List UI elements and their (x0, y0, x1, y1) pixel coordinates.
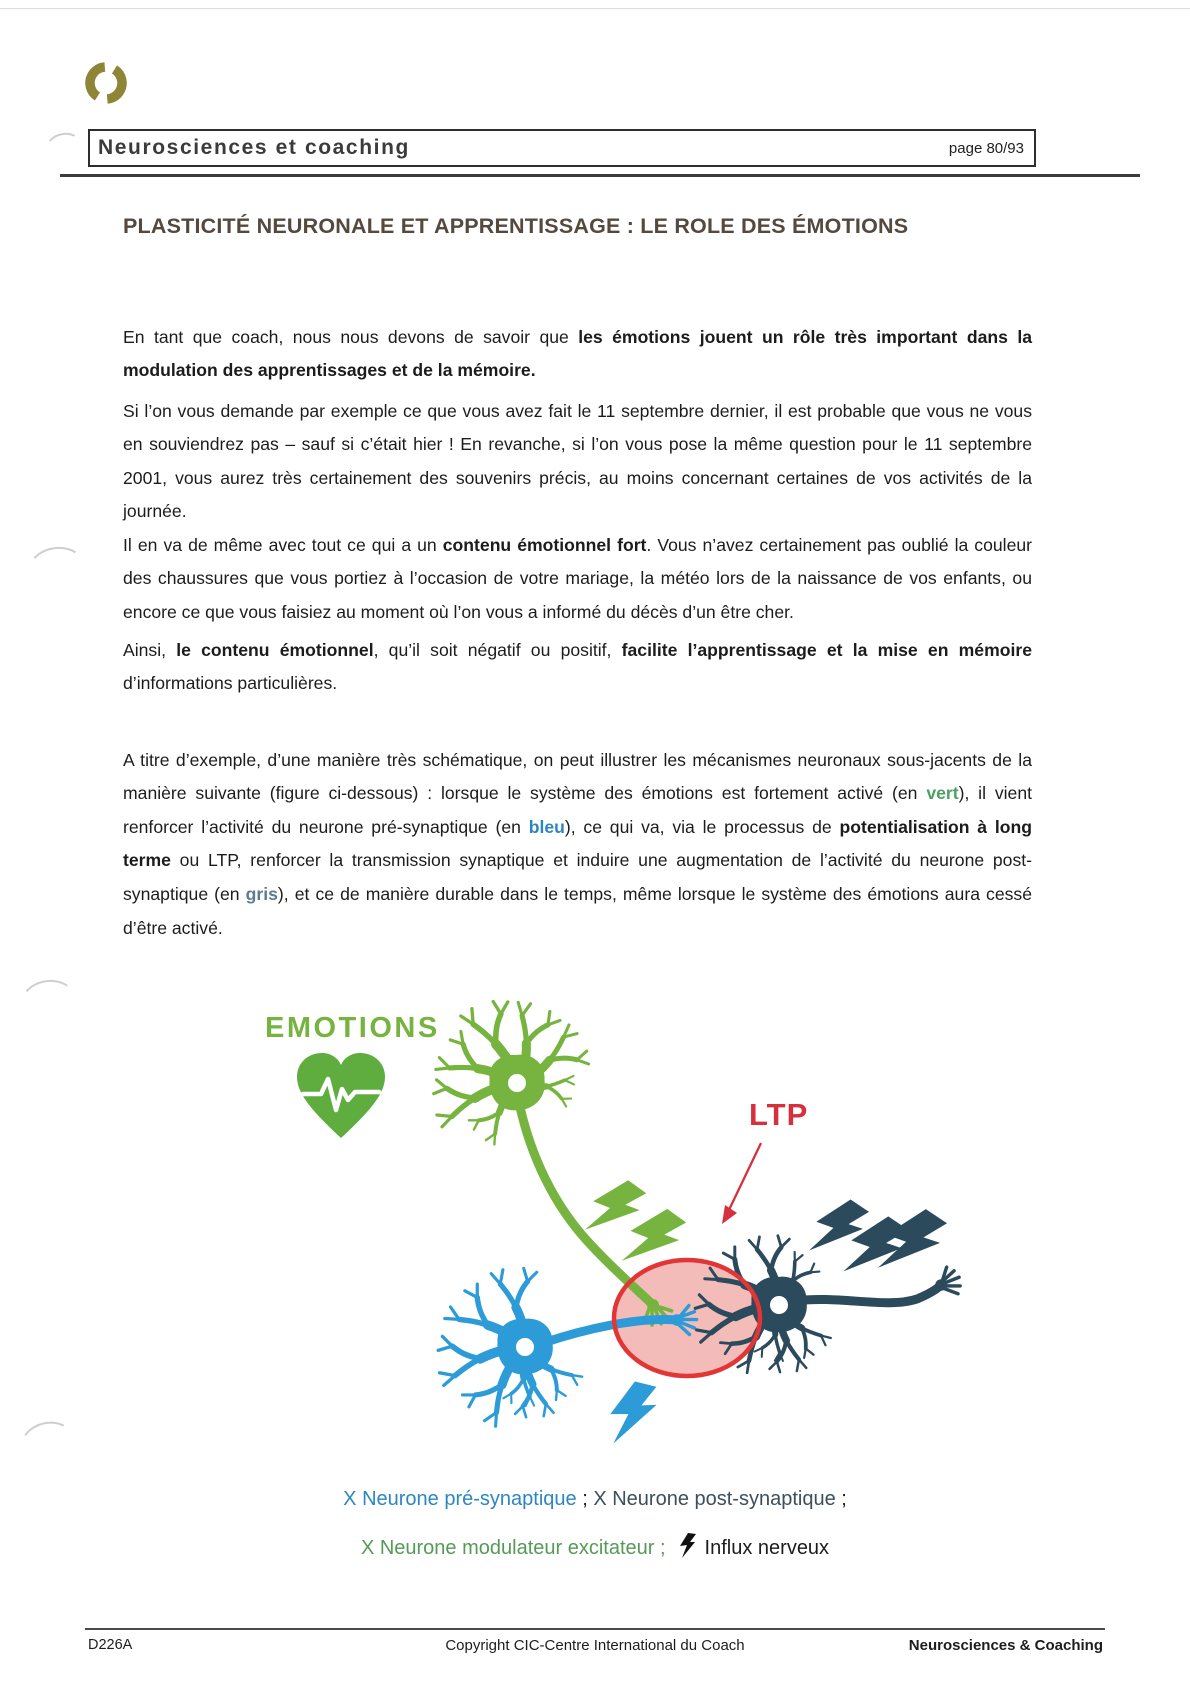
lightning-bolt-icon (680, 1533, 696, 1564)
scan-artifact-arc (43, 130, 84, 165)
text-run: . Vous n’avez certainement pas oublié la couleur des chaussures que vous portiez à l’occasion de votre mariage, la météo lors de la naissance de vos enfants, ou encore ce que vous faisiez au moment où l’on vous a informé du décès d’un être cher. (123, 534, 1033, 622)
caption-presynaptic: X Neurone pré-synaptique (343, 1488, 577, 1510)
document-title: PLASTICITÉ NEURONALE ET APPRENTISSAGE : LE ROLE DES ÉMOTIONS (123, 214, 909, 238)
blue-lightning-bolt (607, 1379, 658, 1447)
ltp-label: LTP (749, 1097, 809, 1132)
text-run-bold: facilite l’apprentissage et la mise en mémoire (621, 639, 1032, 660)
footer-divider (85, 1628, 1105, 1630)
text-run: ), il vient renforcer l’activité du neurone pré-synaptique (en (123, 783, 1032, 837)
text-run: ), et ce de manière durable dans le temps, même lorsque le système des émotions aura cessé d’être activé. (123, 883, 1032, 938)
header-title: Neurosciences et coaching (98, 136, 410, 159)
text-run-bold: contenu émotionnel fort (442, 534, 647, 555)
emotions-label: EMOTIONS (265, 1012, 440, 1044)
text-run-bold: le contenu émotionnel (176, 639, 374, 660)
ltp-arrow (722, 1143, 761, 1224)
footer-doc-code: D226A (88, 1637, 133, 1653)
text-run-bold: les émotions jouent un rôle très important dans la modulation des apprentissages et de la mémoire. (123, 326, 1033, 381)
neuron-figure (225, 983, 1055, 1463)
paragraph-5 (123, 744, 1032, 946)
paragraph-2 (123, 395, 1032, 529)
caption-separator: ; (576, 1488, 594, 1510)
caption-separator: ; (835, 1488, 847, 1510)
text-run: Il en va de même avec tout ce qui a un (123, 534, 443, 555)
logo-broken-circle (84, 61, 128, 105)
figure-caption-line2 (165, 1533, 1025, 1564)
text-run: A titre d’exemple, d’une manière très schématique, on peut illustrer les mécanismes neuronaux sous-jacents de la manière suivante (figure ci-dessous) : lorsque le système des émotions est fortement activé (en (123, 749, 1032, 804)
scan-artifact-arc (25, 543, 89, 597)
text-run: ), ce qui va, via le processus de (564, 816, 840, 837)
text-run: d’informations particulières. (123, 673, 338, 694)
scan-artifact-arc (17, 976, 81, 1032)
footer-copyright: Copyright CIC-Centre International du Coach (445, 1637, 745, 1654)
scan-edge-line (0, 8, 1190, 9)
paragraph-1 (123, 321, 1032, 388)
text-run: En tant que coach, nous nous devons de savoir que (123, 326, 579, 347)
text-run: Si l’on vous demande par exemple ce que vous avez fait le 11 septembre dernier, il est probable que vous ne vous en souviendrez pas – sauf si c’était hier ! En revanche, si l’on vous pose la même question pour le 11 septembre 2001, vous aurez très certainement des souvenirs précis, au moins concernant certaines de vos activités de la journée. (123, 400, 1032, 522)
text-run: Ainsi, (123, 639, 177, 660)
text-run: , qu’il soit négatif ou positif, (373, 639, 622, 660)
brand-logo (84, 56, 128, 110)
word-gris: gris (245, 883, 278, 904)
heart-ekg-icon (297, 1053, 385, 1138)
page-header (88, 129, 1036, 167)
footer-course-name: Neurosciences & Coaching (908, 1637, 1103, 1654)
header-divider (60, 174, 1140, 177)
word-bleu: bleu (528, 816, 565, 837)
caption-influx: Influx nerveux (704, 1537, 830, 1559)
scan-artifact-arc (15, 1416, 80, 1474)
caption-modulator: X Neurone modulateur excitateur ; (360, 1537, 666, 1559)
caption-postsynaptic: X Neurone post-synaptique (593, 1488, 836, 1510)
text-run-bold: potentialisation à long terme (123, 816, 1032, 871)
green-lightning-bolt (580, 1170, 650, 1248)
page-number: page 80/93 (948, 139, 1024, 157)
figure-caption-line1 (165, 1488, 1025, 1511)
paragraph-4 (123, 634, 1032, 701)
text-run: ou LTP, renforcer la transmission synaptique et induire une augmentation de l’activité du neurone post-synaptique (en (123, 850, 1032, 904)
word-vert: vert (926, 783, 959, 804)
paragraph-3 (123, 529, 1032, 630)
